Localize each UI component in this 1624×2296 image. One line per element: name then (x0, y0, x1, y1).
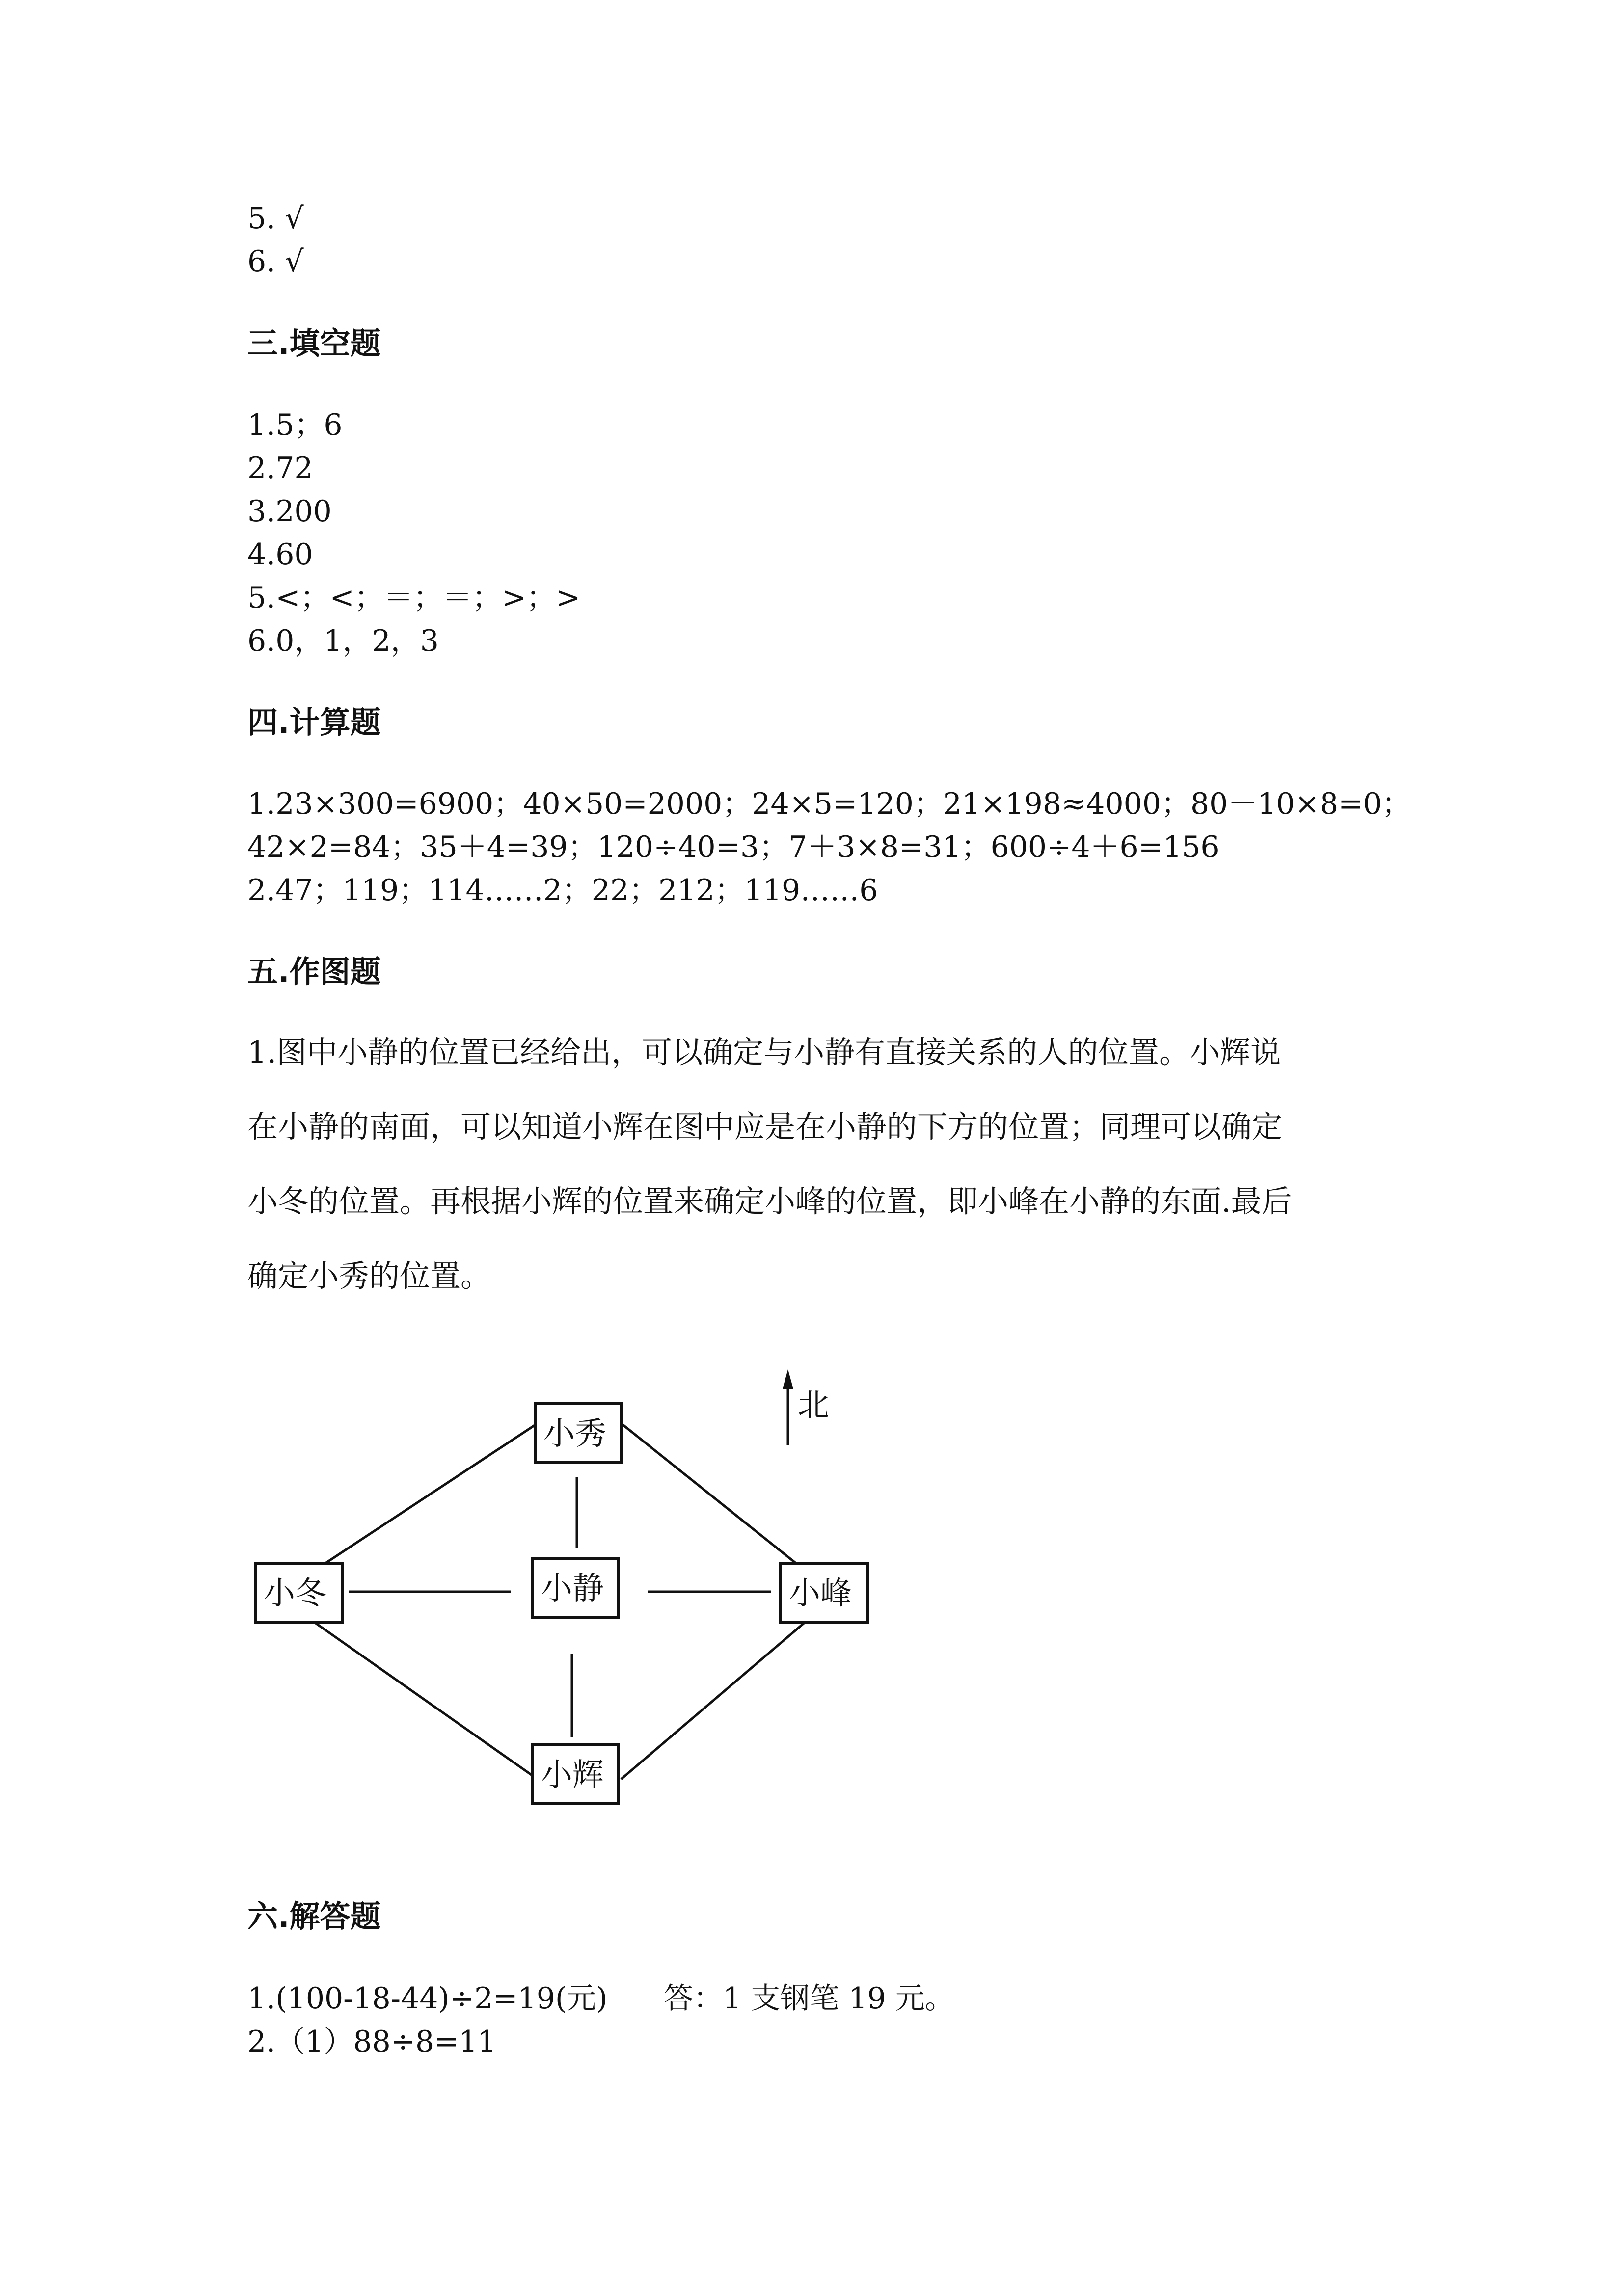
section-heading: 六.解答题 (247, 1898, 381, 1934)
answer-line: 42×2=84；35＋4=39；120÷40=3；7＋3×8=31；600÷4＋6=156 (247, 830, 1219, 864)
node-left (255, 1563, 343, 1622)
explanation-line: 小冬的位置。再根据小辉的位置来确定小峰的位置，即小峰在小静的东面.最后 (247, 1183, 1292, 1219)
north-label: 北 (798, 1388, 829, 1424)
answer-line: 1.(100-18-44)÷2=19(元) 答：1 支钢笔 19 元。 (247, 1981, 954, 2016)
section-heading: 五.作图题 (247, 954, 381, 989)
connector-line (314, 1622, 538, 1779)
connector-line (621, 1622, 805, 1779)
answer-line: 4.60 (247, 537, 313, 572)
node-label: 小峰 (789, 1575, 852, 1612)
connector-line (314, 1423, 538, 1571)
explanation-line: 确定小秀的位置。 (247, 1258, 491, 1294)
answer-line: 6. √ (247, 244, 304, 279)
answer-line: 5.<；<；＝；＝；>；> (247, 581, 581, 615)
answer-line: 1.5；6 (247, 408, 343, 442)
answer-line: 6.0，1，2，3 (247, 624, 439, 658)
section-heading: 四.计算题 (247, 704, 381, 740)
node-right (781, 1563, 868, 1622)
node-label: 小辉 (541, 1757, 604, 1793)
answer-line: 2.72 (247, 451, 313, 485)
explanation-line: 在小静的南面，可以知道小辉在图中应是在小静的下方的位置；同理可以确定 (247, 1109, 1283, 1145)
node-label: 小秀 (543, 1416, 606, 1452)
connector-line (621, 1423, 805, 1571)
node-bottom (533, 1745, 619, 1804)
answer-line: 1.23×300=6900；40×50=2000；24×5=120；21×198≈4000；80－10×8=0； (247, 787, 1411, 821)
answer-line: 5. √ (247, 201, 304, 236)
north-arrow-head-icon (783, 1369, 793, 1389)
explanation-line: 1.图中小静的位置已经给出，可以确定与小静有直接关系的人的位置。小辉说 (247, 1034, 1281, 1070)
node-top (535, 1404, 621, 1463)
node-label: 小静 (541, 1571, 604, 1607)
node-center (533, 1558, 619, 1617)
answer-line: 3.200 (247, 494, 332, 529)
node-label: 小冬 (264, 1575, 326, 1612)
section-heading: 三.填空题 (247, 325, 381, 361)
answer-line: 2.47；119；114……2；22；212；119……6 (247, 873, 878, 908)
answer-line: 2.（1）88÷8=11 (247, 2025, 496, 2059)
